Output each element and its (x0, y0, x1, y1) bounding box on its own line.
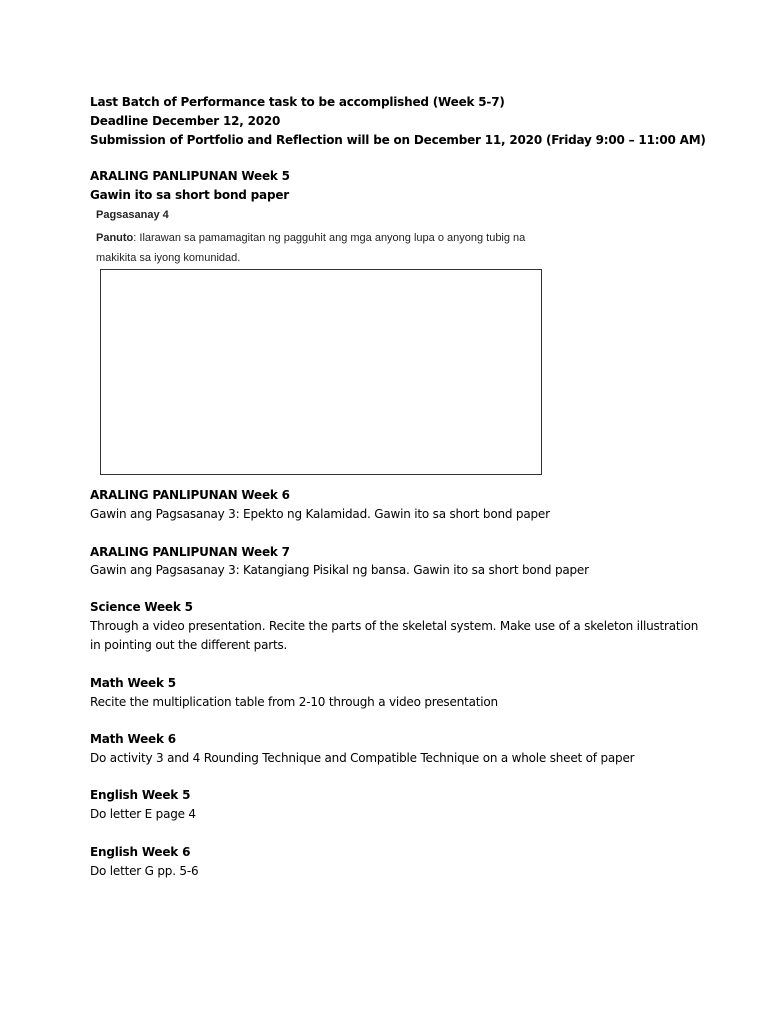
ap-week5-instruction: Gawin ito sa short bond paper (90, 188, 289, 202)
header-deadline: Deadline December 12, 2020 (90, 114, 281, 128)
math-week6-text: Do activity 3 and 4 Rounding Technique and Compatible Technique on a whole sheet of paper (90, 751, 635, 765)
pagsasanay-heading: Pagsasanay 4 (96, 209, 169, 221)
ap-week5-title: ARALING PANLIPUNAN Week 5 (90, 169, 290, 183)
panuto-label: Panuto (96, 232, 134, 244)
english-week6-text: Do letter G pp. 5-6 (90, 864, 199, 878)
panuto-body-line2: makikita sa iyong komunidad. (96, 252, 241, 264)
science-week5-text-2: in pointing out the different parts. (90, 638, 288, 652)
english-week6-title: English Week 6 (90, 845, 191, 859)
drawing-box (100, 269, 542, 475)
ap-week6-text: Gawin ang Pagsasanay 3: Epekto ng Kalamidad. Gawin ito sa short bond paper (90, 507, 550, 521)
math-week5-title: Math Week 5 (90, 676, 176, 690)
english-week5-text: Do letter E page 4 (90, 807, 196, 821)
ap-week7-title: ARALING PANLIPUNAN Week 7 (90, 545, 290, 559)
panuto-text (96, 228, 556, 268)
ap-week6-title: ARALING PANLIPUNAN Week 6 (90, 488, 290, 502)
science-week5-title: Science Week 5 (90, 600, 193, 614)
header-submission: Submission of Portfolio and Reflection will be on December 11, 2020 (Friday 9:00 – 11:00 AM) (90, 133, 706, 147)
math-week5-text: Recite the multiplication table from 2-10 through a video presentation (90, 695, 498, 709)
science-week5-text-1: Through a video presentation. Recite the parts of the skeletal system. Make use of a skeleton illustration (90, 619, 699, 633)
header-title: Last Batch of Performance task to be accomplished (Week 5-7) (90, 95, 505, 109)
ap-week7-text: Gawin ang Pagsasanay 3: Katangiang Pisikal ng bansa. Gawin ito sa short bond paper (90, 563, 589, 577)
english-week5-title: English Week 5 (90, 788, 191, 802)
math-week6-title: Math Week 6 (90, 732, 176, 746)
pagsasanay-excerpt (96, 208, 556, 268)
panuto-body: : Ilarawan sa pamamagitan ng pagguhit ang mga anyong lupa o anyong tubig na (133, 232, 526, 244)
